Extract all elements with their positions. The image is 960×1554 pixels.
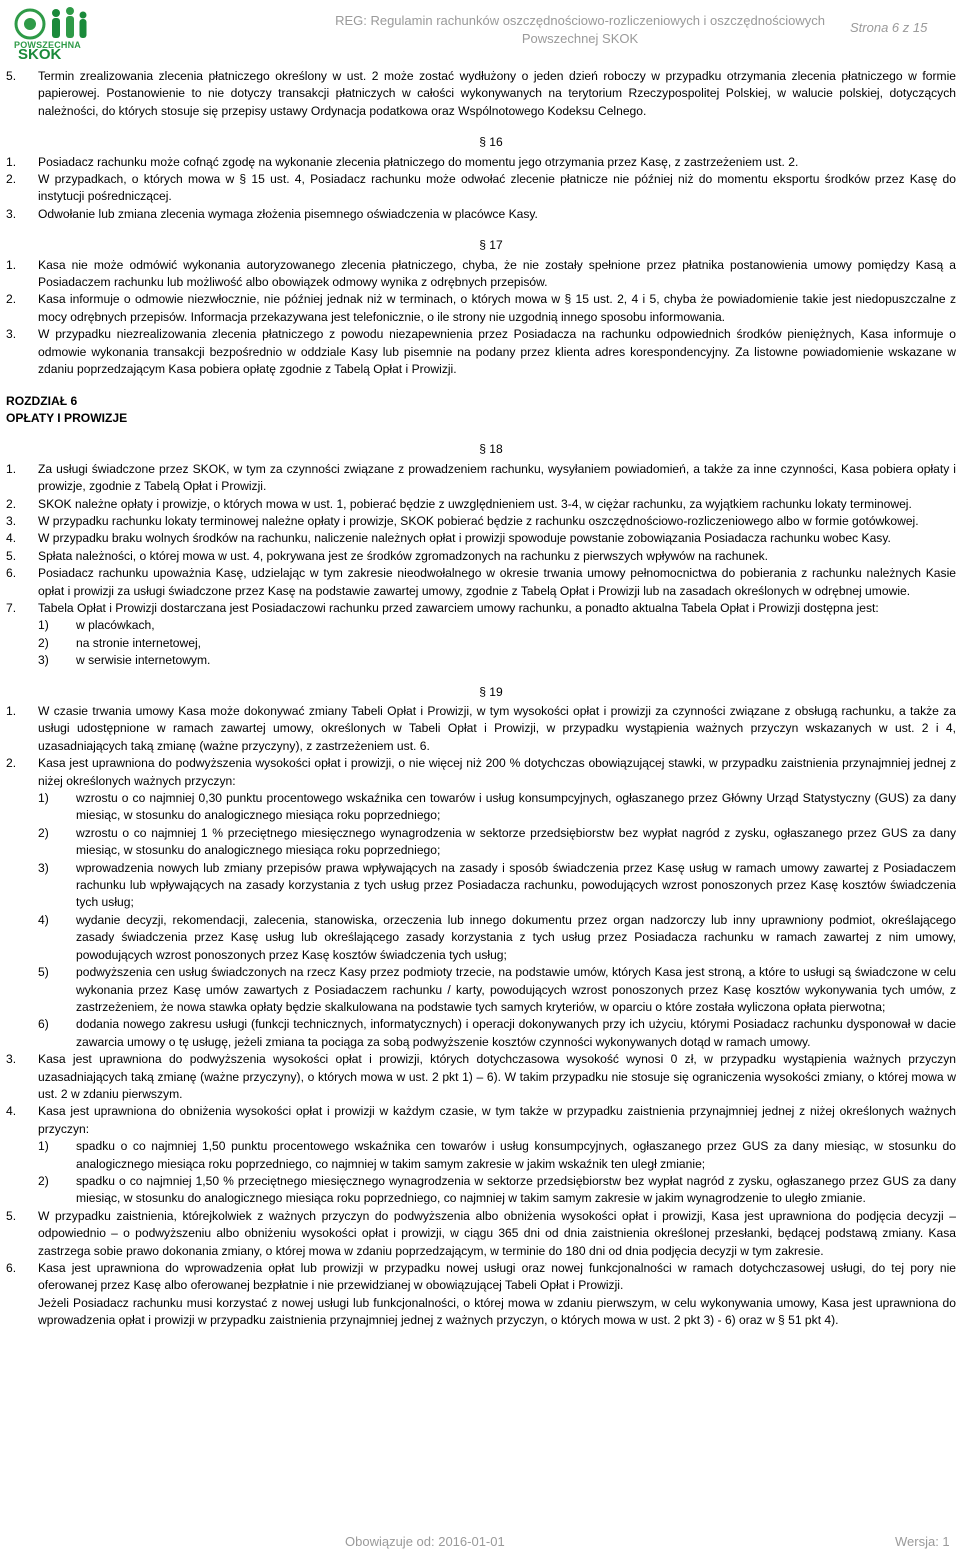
item-text: Posiadacz rachunku upoważnia Kasę, udzielając w tym zakresie nieodwołalnego w okresie trwania umowy pełnomocnictwa do pobierania z rachunku należnych Kasie opłat i prowizji za usługi świadczone przez Kasę na podstawie zawartej umowy, zgodnie z Tabelą Opłat i Prowizji lub na zasadach określonych w odrębnej umowie. [38, 566, 956, 598]
item-number: 2. [6, 172, 17, 187]
list-item [6, 68, 956, 120]
sub-item-text: wprowadzenia nowych lub zmiany przepisów prawa wpływających na zasady i sposób świadczenia przez Kasę usług w ramach umowy zawartej z Posiadaczem rachunku lub wpływających na zasady korzystania z tych usług przez Posiadacza rachunku, powodujących wzrost ponoszonych przez Kasę kosztów świadczenia tych usług; [76, 860, 956, 910]
list-item [6, 206, 956, 223]
item-number: 4. [6, 1104, 17, 1119]
item-text: Kasa jest uprawniona do obniżenia wysokości opłat i prowizji w każdym czasie, w tym także w przypadku zaistnienia przynajmniej jednej z niżej określonych ważnych przyczyn: [38, 1104, 956, 1136]
sub-list-item [38, 1138, 956, 1173]
list-item [6, 703, 956, 755]
logo-wordmark-top: POWSZECHNA [14, 40, 81, 50]
list-item [6, 1260, 956, 1295]
sub-item-text: spadku o co najmniej 1,50 punktu procentowego wskaźnika cen towarów i usług konsumpcyjnych, ogłaszanego przez GUS za dany miesiąc, w stosunku do analogicznego miesiąca roku poprzedniego, co najmniej w takim samym zakresie w jakim wskaźnik ten uległ zmianie; [76, 1139, 956, 1171]
sub-item-text: na stronie internetowej, [76, 635, 202, 650]
list-item [6, 171, 956, 206]
list-item [6, 565, 956, 600]
item-number: 1. [6, 154, 17, 169]
section-heading-19: § 19 [479, 684, 503, 699]
document-body [6, 68, 956, 1330]
list-item [6, 496, 956, 513]
sub-item-text: w placówkach, [76, 618, 155, 633]
sub-item-number: 2) [38, 635, 49, 650]
sub-item-number: 1) [38, 618, 49, 633]
item-text: Kasa jest uprawniona do podwyższenia wysokości opłat i prowizji, których dotychczasowa wysokość wynosi 0 zł, w przypadku wystąpienia ważnych przyczyn uzasadniających taką zmianę (ważne przyczyny), o których mowa w ust. 2 pkt 1) – 6). W takim przypadku nie stosuje się ograniczenia wysokości zmiany, o której mowa w ust. 2 w zdaniu pierwszym. [38, 1052, 956, 1101]
sub-list-item [38, 825, 956, 860]
list-item [6, 1051, 956, 1103]
item-number: 4. [6, 531, 17, 546]
list-item [6, 326, 956, 378]
page-footer [0, 1532, 960, 1552]
sub-item-number: 5) [38, 965, 49, 980]
sub-item-number: 3) [38, 653, 49, 668]
sub-item-text: dodania nowego zakresu usługi (funkcji technicznych, informatycznych) i operacji dokonywanych przy ich użyciu, którymi Posiadacz rachunku dysponował w dacie zawarcia umowy o tę usługę, jeżeli zmiana ta pociąga za sobą podwyższenie kosztów czynności wykonywanych dotąd w ramach umowy. [76, 1017, 956, 1049]
item-text: Odwołanie lub zmiana zlecenia wymaga złożenia pisemnego oświadczenia w placówce Kasy. [38, 206, 538, 221]
item-number: 2. [6, 292, 17, 307]
item-text: Posiadacz rachunku może cofnąć zgodę na wykonanie zlecenia płatniczego do momentu jego otrzymania przez Kasę, z zastrzeżeniem ust. 2. [38, 154, 799, 169]
item-number: 2. [6, 496, 17, 511]
item-number: 1. [6, 461, 17, 476]
sub-list-item [38, 635, 956, 652]
item-text: Spłata należności, o której mowa w ust. 4, pokrywana jest ze środków zgromadzonych na rachunku z pierwszych wpływów na rachunek. [38, 548, 769, 563]
logo-figures-icon [12, 6, 90, 42]
sub-item-text: wydanie decyzji, rekomendacji, zalecenia, stanowiska, orzeczenia lub innego dokumentu przez organ nadzorczy lub inny uprawniony podmiot, określającego zasady świadczenia przez Kasę usług lub określającego zasady korzystania z tych usług przez Posiadacza rachunku w ramach zawartej z nim umowy, powodujących wzrost ponoszonych przez Kasę kosztów świadczenia tych usług; [76, 912, 956, 962]
item-text: Tabela Opłat i Prowizji dostarczana jest Posiadaczowi rachunku przed zawarciem umowy rachunku, a ponadto aktualna Tabela Opłat i Prowizji dostępna jest: [38, 600, 879, 615]
sub-item-number: 4) [38, 912, 49, 927]
item-number: 3. [6, 513, 17, 528]
sub-item-text: spadku o co najmniej 1,50 % przeciętnego miesięcznego wynagrodzenia w sektorze przedsiębiorstw bez wypłat nagród z zysku, ogłaszanego przez GUS za dany miesiąc, w stosunku do analogicznego miesiąca roku poprzedniego, co najmniej w takim samym zakresie w jakim wynagrodzenie to uległo zmianie. [76, 1173, 956, 1206]
skok-logo [12, 6, 90, 63]
sub-item-number: 2) [38, 1173, 49, 1188]
item-number: 3. [6, 327, 17, 342]
sub-list-item [38, 617, 956, 634]
section-heading-18: § 18 [479, 442, 503, 457]
sub-item-text: wzrostu o co najmniej 1 % przeciętnego miesięcznego wynagrodzenia w sektorze przedsiębiorstw bez wypłat nagród z zysku, ogłaszanego przez GUS za dany miesiąc, w stosunku do analogicznego miesiąca roku poprzedniego; [76, 825, 956, 858]
logo-wordmark: SKOK [18, 46, 62, 63]
sub-item-text: w serwisie internetowym. [76, 653, 211, 668]
chapter-title: OPŁATY I PROWIZJE [6, 410, 128, 425]
sub-list-item [38, 912, 956, 964]
sub-list-item [38, 860, 956, 912]
item-number: 2. [6, 756, 17, 771]
sub-item-number: 6) [38, 1017, 49, 1032]
sub-item-text: wzrostu o co najmniej 0,30 punktu procentowego wskaźnika cen towarów i usług konsumpcyjnych, ogłaszanego przez Główny Urząd Statystyczny (GUS) za dany miesiąc, w stosunku do analogicznego miesiąca roku poprzedniego; [76, 791, 956, 823]
item-text: W przypadku braku wolnych środków na rachunku, naliczenie należnych opłat i prowizji spowoduje powstanie zobowiązania Posiadacza rachunku wobec Kasy. [38, 531, 891, 546]
list-item [6, 1208, 956, 1260]
effective-date: Obowiązuje od: 2016-01-01 [345, 1534, 505, 1549]
section-heading-17: § 17 [479, 238, 503, 253]
item-number: 5. [6, 548, 17, 563]
list-item [6, 291, 956, 326]
sub-list-item [38, 1173, 956, 1208]
sub-list-item [38, 1016, 956, 1051]
item-number: 1. [6, 257, 17, 272]
item-number: 3. [6, 206, 17, 221]
sub-item-number: 3) [38, 860, 49, 875]
item-text: Termin zrealizowania zlecenia płatniczego określony w ust. 2 może zostać wydłużony o jeden dzień roboczy w przypadku otrzymania zlecenia płatniczego w formie papierowej. Postanowienie to nie dotyczy transakcji płatniczych w całości wykonywanych na terytorium Rzeczypospolitej Polskiej, w walucie polskiej, dotyczących należności, do których stosuje się przepisy ustawy Ordynacja podatkowa oraz Wspólnotowego Kodeksu Celnego. [38, 69, 956, 118]
item-number: 6. [6, 566, 17, 581]
sub-list-item [38, 964, 956, 1016]
document-title: REG: Regulamin rachunków oszczędnościowo-rozliczeniowych i oszczędnościowych Powszechnej SKOK [335, 13, 825, 46]
version-label: Wersja: 1 [895, 1534, 950, 1549]
item-text: W przypadku zaistnienia, którejkolwiek z ważnych przyczyn do podwyższenia albo obniżenia wysokości opłat i prowizji, Kasa jest uprawniona do podjęcia decyzji – odpowiednio – o podwyższeniu albo obniżeniu wysokości opłat i prowizji, w ciągu 365 dni od dnia zaistnienia określonej przesłanki, będącej podstawą zmiany. Kasa zastrzega sobie prawo dokonania zmiany, o której mowa w zdaniu poprzedzającym, w terminie do 180 dni od dnia podjęcia decyzji w tym zakresie. [38, 1208, 956, 1258]
sub-item-text: podwyższenia cen usług świadczonych na rzecz Kasy przez podmioty trzecie, na podstawie umów, których Kasa jest stroną, a które to usługi są świadczone w celu wykonania przez Kasę umów zawartych z Posiadaczem rachunku / karty, powodujących wzrost ponoszonych przez Kasę kosztów wykonywania tych umów, z zastrzeżeniem, że nowa stawka opłaty będzie skalkulowana na podstawie tych samych kryteriów, w oparciu o które została wyliczona opłata pierwotna; [76, 965, 956, 1014]
page-header [0, 0, 960, 66]
list-item [6, 1103, 956, 1138]
item-text: W czasie trwania umowy Kasa może dokonywać zmiany Tabeli Opłat i Prowizji, w tym wysokości opłat i prowizji za czynności związane z obsługą rachunku, a także za usługi udostępnione w ramach zawartej umowy, określonych w Tabeli Opłat i Prowizji, w przypadku wystąpienia ważnych przyczyn wskazanych w ust. 2 i 4, uzasadniających taką zmianę (ważne przyczyny), z zastrzeżeniem ust. 6. [38, 704, 956, 753]
sub-item-number: 2) [38, 825, 49, 840]
item-continuation: Jeżeli Posiadacz rachunku musi korzystać z nowej usługi lub funkcjonalności, o której mowa w zdaniu pierwszym, w celu wykonywania umowy, Kasa jest uprawniona do wprowadzenia opłat i prowizji w przypadku zaistnienia przynajmniej jednej z ważnych przyczyn, o których mowa w ust. 2 pkt 3) - 6) oraz w § 51 pkt 4). [38, 1295, 956, 1328]
list-item [6, 600, 956, 617]
list-item [6, 755, 956, 790]
page-number: Strona 6 z 15 [850, 20, 928, 35]
item-text: Kasa jest uprawniona do podwyższenia wysokości opłat i prowizji, o nie więcej niż 200 % dotychczas obowiązującej stawki, w przypadku zaistnienia przynajmniej jednej z niżej określonych ważnych przyczyn: [38, 756, 956, 788]
list-item [6, 154, 956, 171]
item-text: W przypadku rachunku lokaty terminowej należne opłaty i prowizje, SKOK pobierać będzie z rachunku oszczędnościowo-rozliczeniowego albo w formie gotówkowej. [38, 513, 919, 528]
item-text: W przypadku niezrealizowania zlecenia płatniczego z powodu niezapewnienia przez Posiadacza na rachunku odpowiednich środków pieniężnych, Kasa informuje o odmowie wykonania transakcji bezpośrednio w oddziale Kasy lub pisemnie na podany przez klienta adres korespondencyjny. Za listowne powiadomienie wskazane w zdaniu poprzedzającym Kasa pobiera opłatę zgodnie z Tabelą Opłat i Prowizji. [38, 327, 956, 377]
list-item [6, 513, 956, 530]
list-item [6, 461, 956, 496]
sub-list-item [38, 652, 956, 669]
item-text: Kasa nie może odmówić wykonania autoryzowanego zlecenia płatniczego, chyba, że nie zostały spełnione przez płatnika postanowienia umowy pomiędzy Kasą a Posiadaczem rachunku lub możliwość albo obowiązek odmowy wynika z odrębnych przepisów. [38, 257, 956, 290]
item-number: 7. [6, 600, 17, 615]
sub-list-item [38, 790, 956, 825]
item-number: 1. [6, 704, 17, 718]
item-text: Kasa informuje o odmowie niezwłocznie, nie później jednak niż w terminach, o których mowa w § 15 ust. 2, 4 i 5, chyba że powiadomienie takie jest niedopuszczalne z mocy odrębnych przepisów. Informacja przekazywana jest telefonicznie, o ile strony nie uzgodnią innego sposobu informowania. [38, 292, 956, 324]
item-text: Kasa jest uprawniona do wprowadzenia opłat lub prowizji w przypadku nowej usługi oraz nowej funkcjonalności w ramach dotychczasowej usługi, do tej pory nie oferowanej przez Kasę albo oferowanej bezpłatnie i nie przewidzianej w obowiązującej Tabeli Opłat i Prowizji. [38, 1261, 956, 1293]
chapter-label: ROZDZIAŁ 6 [6, 393, 78, 408]
item-text: W przypadkach, o których mowa w § 15 ust. 4, Posiadacz rachunku może odwołać zlecenie płatnicze nie później niż do momentu eksportu środków przez Kasę do instytucji pośredniczącej. [38, 172, 956, 204]
item-number: 5. [6, 69, 17, 83]
sub-item-number: 1) [38, 791, 49, 806]
list-item [6, 530, 956, 547]
item-number: 5. [6, 1208, 17, 1223]
item-text: SKOK należne opłaty i prowizje, o których mowa w ust. 1, pobierać będzie z uwzględnieniem ust. 3-4, w ciężar rachunku, za wyjątkiem rachunku lokaty terminowej. [38, 496, 912, 511]
item-number: 6. [6, 1261, 17, 1275]
item-number: 3. [6, 1052, 17, 1067]
list-item [6, 257, 956, 292]
section-heading-16: § 16 [479, 135, 503, 150]
sub-item-number: 1) [38, 1139, 49, 1154]
list-item [6, 548, 956, 565]
item-text: Za usługi świadczone przez SKOK, w tym za czynności związane z prowadzeniem rachunku, wysyłaniem powiadomień, a także za inne czynności, Kasa pobiera opłaty i prowizje, zgodnie z Tabelą Opłat i Prowizji. [38, 461, 956, 494]
